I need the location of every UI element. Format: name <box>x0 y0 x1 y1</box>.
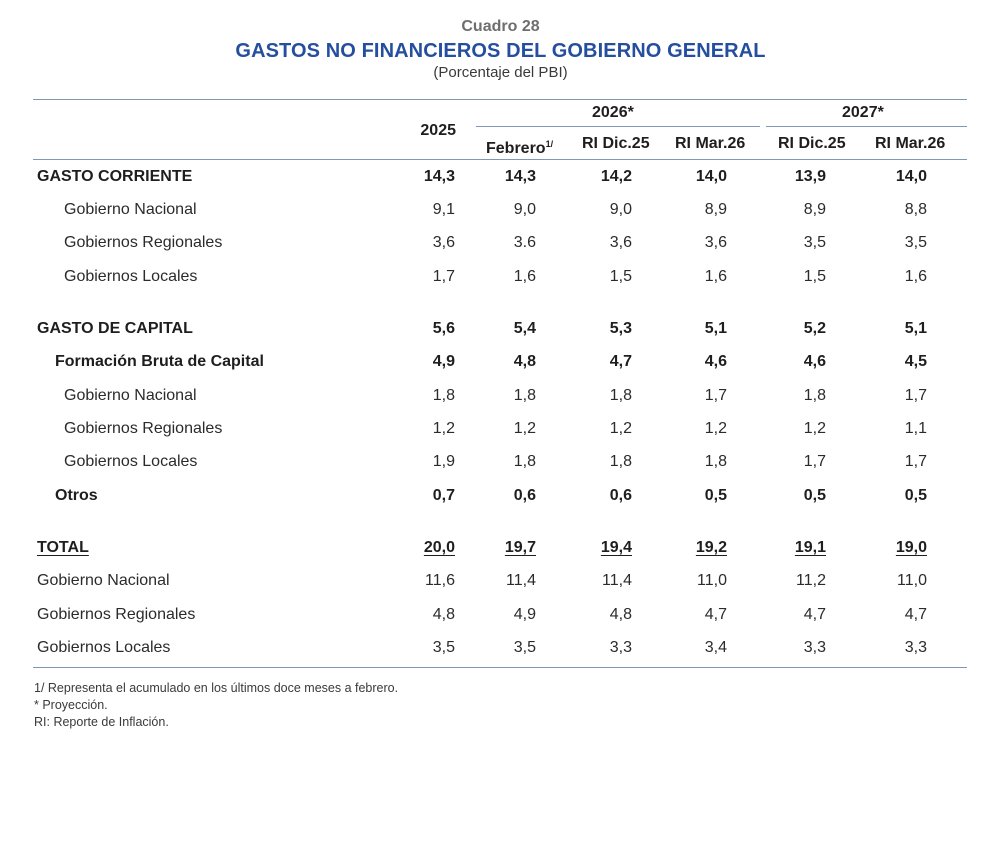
col-header-ri-dic-2027: RI Dic.25 <box>778 135 846 152</box>
table-cell: 1,2 <box>704 420 727 437</box>
row-label: GASTO CORRIENTE <box>37 168 193 185</box>
row-label: Formación Bruta de Capital <box>55 353 264 370</box>
table-cell: 1,6 <box>513 268 536 285</box>
table-cell: 4,8 <box>432 606 455 623</box>
table-cell: 8,9 <box>803 201 826 218</box>
table-cell: 1,7 <box>803 453 826 470</box>
table-cell: 9,0 <box>513 201 536 218</box>
col-header-febrero-label: Febrero <box>486 140 546 157</box>
table-cell: 3,3 <box>803 639 826 656</box>
table-title: GASTOS NO FINANCIEROS DEL GOBIERNO GENERAL <box>235 40 766 62</box>
table-cell: 4,8 <box>609 606 632 623</box>
row-label: Gobiernos Locales <box>64 453 198 470</box>
table-cell: 4,8 <box>513 353 536 370</box>
group-header-2027: 2027* <box>842 104 884 121</box>
row-label: Gobiernos Regionales <box>64 420 223 437</box>
table-cell: 3,6 <box>704 234 727 251</box>
table-cell: 4,6 <box>704 353 727 370</box>
row-label: GASTO DE CAPITAL <box>37 320 193 337</box>
table-cell: 11,0 <box>697 572 727 589</box>
table-cell: 3,5 <box>904 234 927 251</box>
col-header-ri-dic-2026: RI Dic.25 <box>582 135 650 152</box>
table-cell: 3,5 <box>513 639 536 656</box>
row-label: Gobiernos Locales <box>37 639 171 656</box>
table-cell: 19,0 <box>895 539 927 556</box>
row-label: Gobierno Nacional <box>64 387 197 404</box>
table-cell: 11,4 <box>602 572 632 589</box>
table-cell: 3,3 <box>609 639 632 656</box>
footnote-marker: 1/ <box>545 139 554 149</box>
table-cell: 3,5 <box>432 639 455 656</box>
table-cell: 19,4 <box>600 539 632 556</box>
table-cell: 1,8 <box>704 453 727 470</box>
table-cell: 0,6 <box>609 487 632 504</box>
table-cell: 1,8 <box>432 387 455 404</box>
table-cell: 14,0 <box>695 168 727 185</box>
table-cell: 0,5 <box>704 487 727 504</box>
table-cell: 4,7 <box>904 606 927 623</box>
footnote-3: RI: Reporte de Inflación. <box>34 715 169 729</box>
row-label: Otros <box>55 487 98 504</box>
col-header-febrero <box>486 134 553 159</box>
table-cell: 8,9 <box>704 201 727 218</box>
table-cell: 1,2 <box>432 420 455 437</box>
table-cell: 20,0 <box>423 539 455 556</box>
col-header-2025: 2025 <box>420 122 456 139</box>
table-cell: 13,9 <box>794 168 826 185</box>
table-cell: 1,8 <box>609 387 632 404</box>
group-header-2026: 2026* <box>592 104 634 121</box>
table-cell: 1,8 <box>609 453 632 470</box>
col-header-ri-mar-2026: RI Mar.26 <box>675 135 746 152</box>
table-cell: 1,2 <box>609 420 632 437</box>
table-cell: 4,7 <box>803 606 826 623</box>
table-cell: 1,8 <box>803 387 826 404</box>
table-subtitle: (Porcentaje del PBI) <box>433 64 568 81</box>
table-cell: 5,1 <box>704 320 727 337</box>
row-label: TOTAL <box>37 539 89 556</box>
table-number: Cuadro 28 <box>461 18 540 35</box>
group-rule-2026 <box>476 126 760 127</box>
table-cell: 3.6 <box>513 234 536 251</box>
table-cell: 5,6 <box>432 320 455 337</box>
table-cell: 9,1 <box>432 201 455 218</box>
table-cell: 1,6 <box>904 268 927 285</box>
table-cell: 11,0 <box>897 572 927 589</box>
table-cell: 1,5 <box>609 268 632 285</box>
table-cell: 4,6 <box>803 353 826 370</box>
table-cell: 3,6 <box>432 234 455 251</box>
table-cell: 1,5 <box>803 268 826 285</box>
table-cell: 5,1 <box>904 320 927 337</box>
table-cell: 14,2 <box>600 168 632 185</box>
table-cell: 19,2 <box>695 539 727 556</box>
table-cell: 1,7 <box>904 387 927 404</box>
group-rule-2027 <box>766 126 967 127</box>
table-cell: 11,6 <box>425 572 455 589</box>
table-cell: 5,4 <box>513 320 536 337</box>
table-cell: 1,6 <box>704 268 727 285</box>
header-bottom-rule <box>33 159 967 160</box>
table-cell: 14,0 <box>895 168 927 185</box>
table-cell: 11,4 <box>506 572 536 589</box>
table-cell: 1,2 <box>513 420 536 437</box>
table-cell: 8,8 <box>904 201 927 218</box>
table-cell: 1,7 <box>432 268 455 285</box>
table-cell: 1,2 <box>803 420 826 437</box>
table-cell: 5,2 <box>803 320 826 337</box>
table-cell: 19,1 <box>794 539 826 556</box>
table-cell: 0,5 <box>904 487 927 504</box>
table-cell: 4,7 <box>609 353 632 370</box>
table-cell: 0,6 <box>513 487 536 504</box>
table-cell: 0,5 <box>803 487 826 504</box>
footnote-1: 1/ Representa el acumulado en los últimos doce meses a febrero. <box>34 681 399 695</box>
table-cell: 0,7 <box>432 487 455 504</box>
table-cell: 11,2 <box>796 572 826 589</box>
row-label: Gobierno Nacional <box>64 201 197 218</box>
table-cell: 14,3 <box>504 168 536 185</box>
table-cell: 19,7 <box>504 539 536 556</box>
table-cell: 9,0 <box>609 201 632 218</box>
table-cell: 4,7 <box>704 606 727 623</box>
table-cell: 3,5 <box>803 234 826 251</box>
table-cell: 1,7 <box>904 453 927 470</box>
table-cell: 3,3 <box>904 639 927 656</box>
table-cell: 1,8 <box>513 453 536 470</box>
table-cell: 4,9 <box>432 353 455 370</box>
footnote-2: * Proyección. <box>34 698 108 712</box>
table-cell: 1,1 <box>904 420 927 437</box>
row-label: Gobiernos Locales <box>64 268 198 285</box>
table-cell: 14,3 <box>423 168 455 185</box>
table-cell: 1,7 <box>704 387 727 404</box>
table-cell: 4,9 <box>513 606 536 623</box>
table-cell: 5,3 <box>609 320 632 337</box>
table-cell: 3,4 <box>704 639 727 656</box>
table-cell: 3,6 <box>609 234 632 251</box>
table-cell: 4,5 <box>904 353 927 370</box>
row-label: Gobiernos Regionales <box>64 234 223 251</box>
col-header-ri-mar-2027: RI Mar.26 <box>875 135 946 152</box>
table-cell: 1,9 <box>432 453 455 470</box>
row-label: Gobierno Nacional <box>37 572 170 589</box>
table-cell: 1,8 <box>513 387 536 404</box>
bottom-rule <box>33 667 967 668</box>
top-rule <box>33 99 967 100</box>
row-label: Gobiernos Regionales <box>37 606 196 623</box>
